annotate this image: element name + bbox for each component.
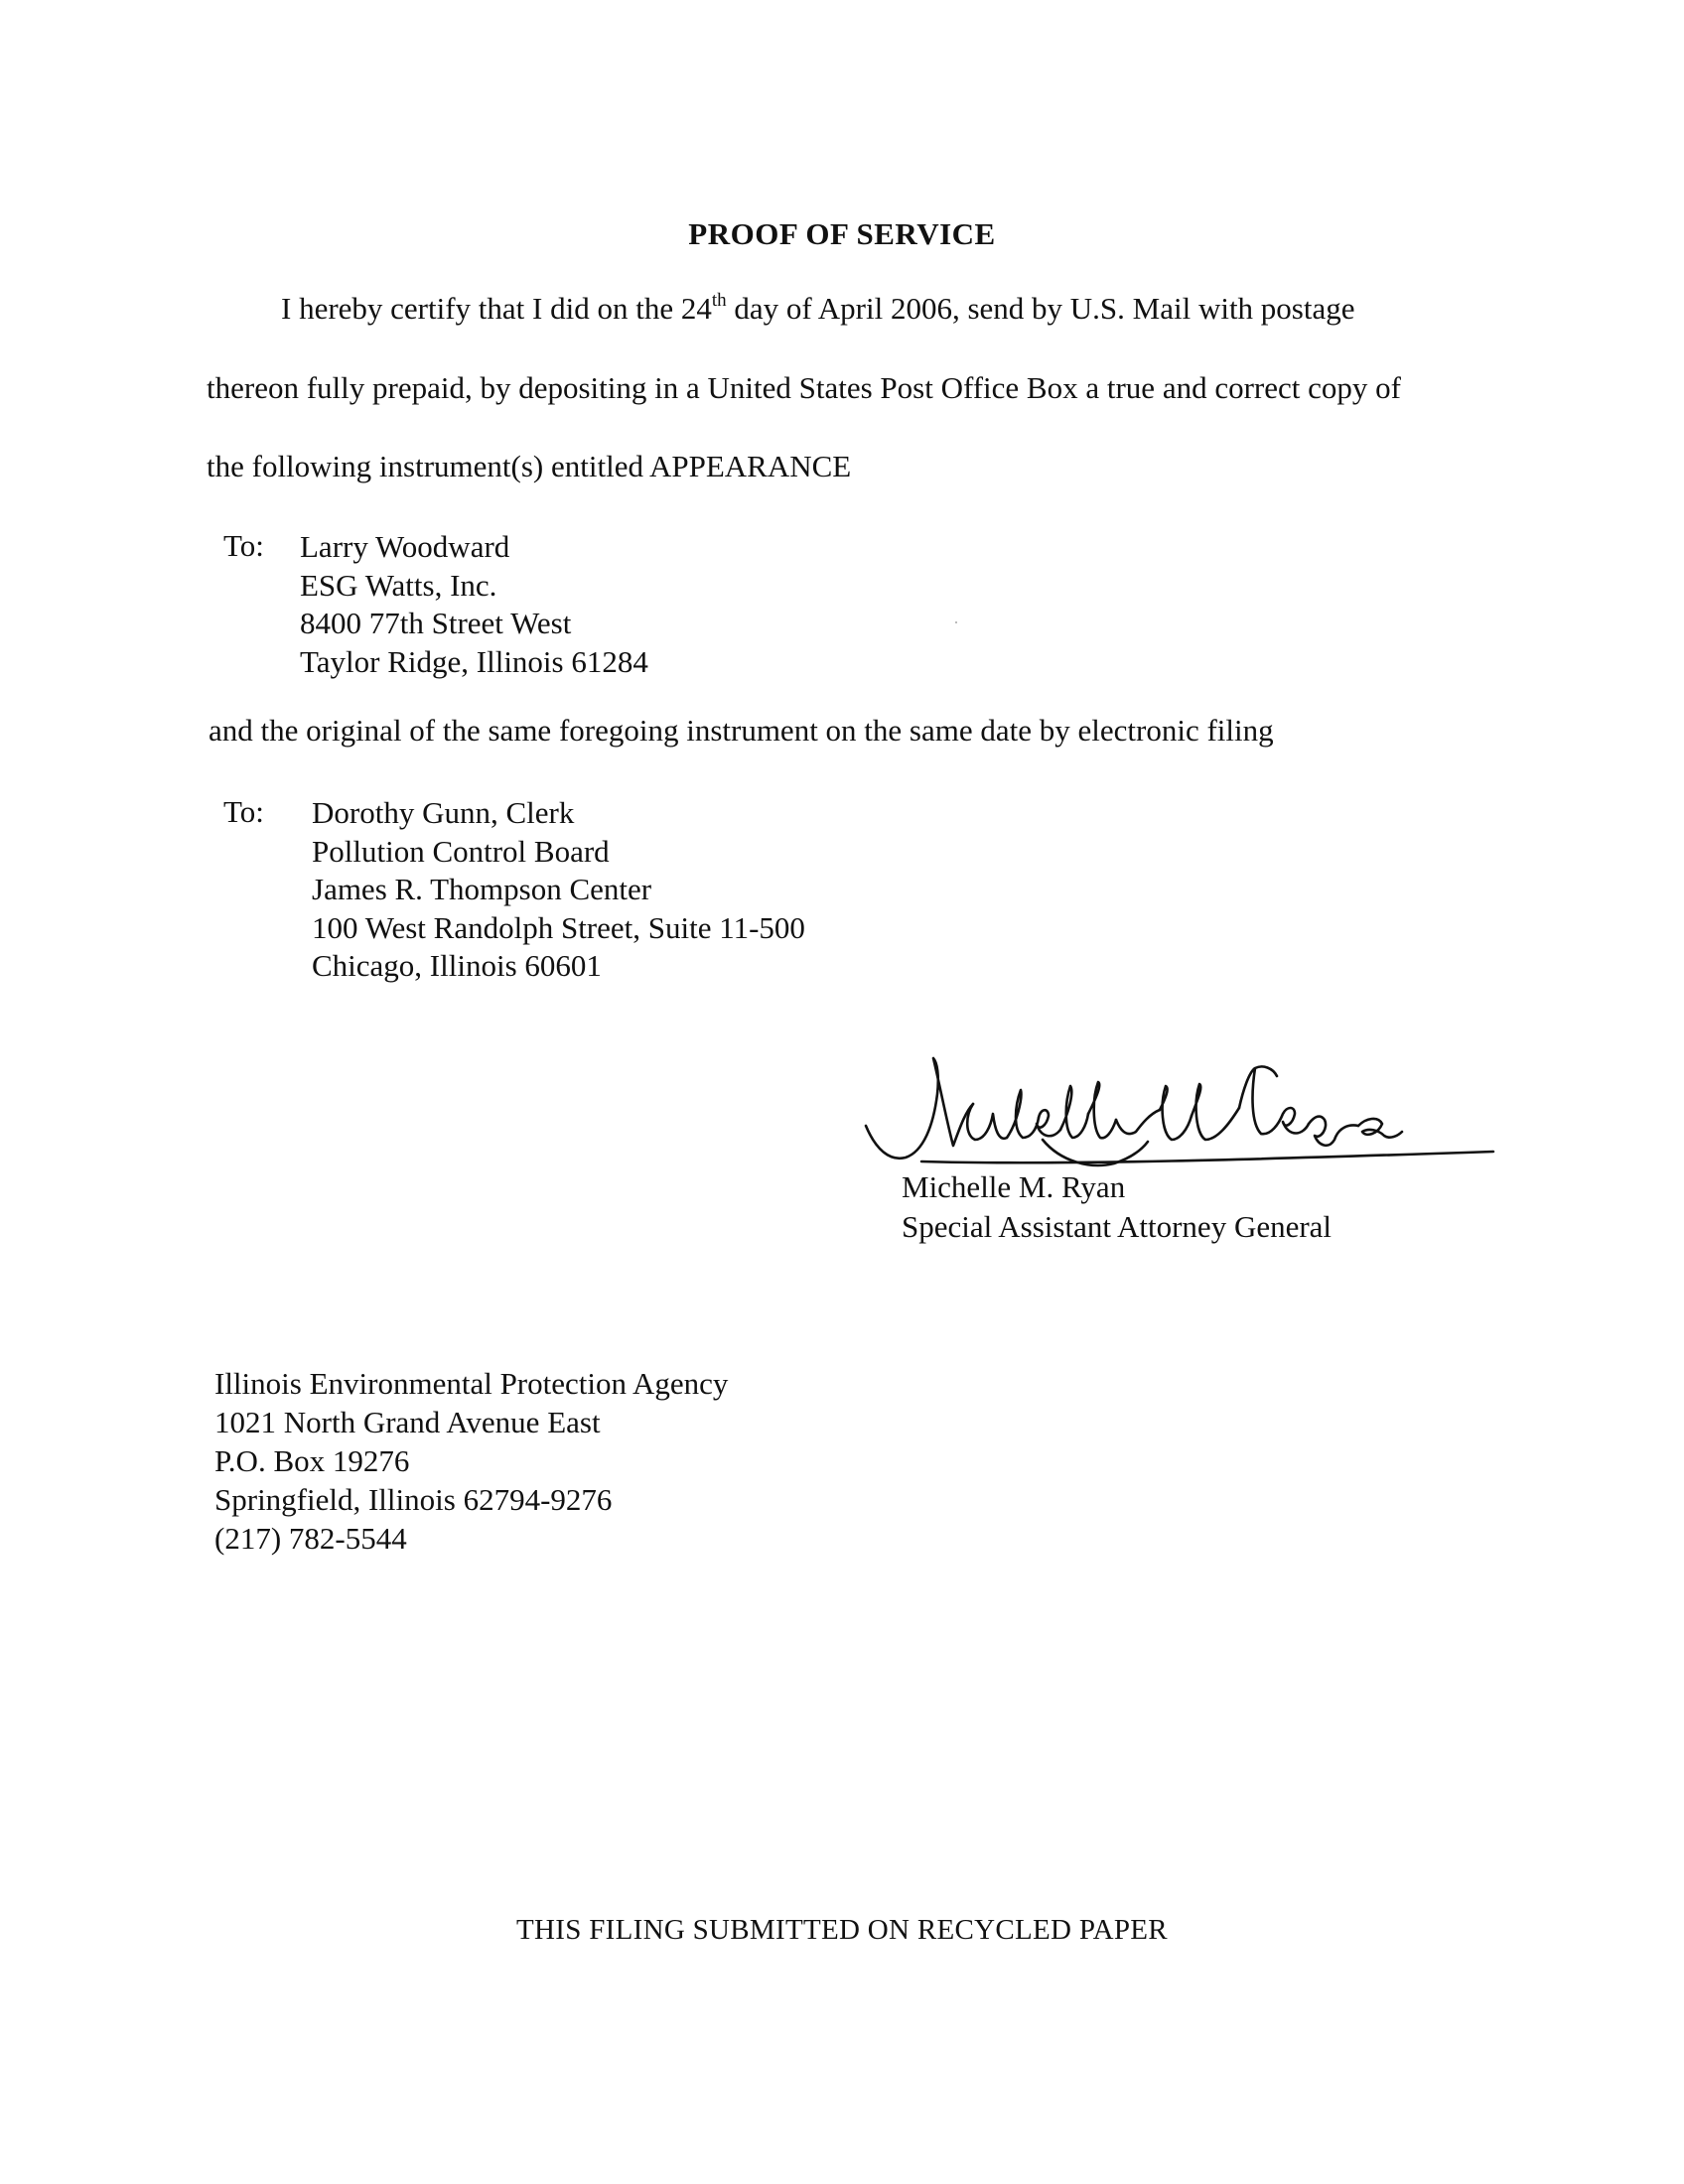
signer-block: [902, 1167, 1332, 1247]
signer-name: Michelle M. Ryan: [902, 1169, 1126, 1204]
agency-address-block: [214, 1364, 728, 1558]
recipient-2-line: Chicago, Illinois 60601: [312, 948, 602, 983]
signer-title: Special Assistant Attorney General: [902, 1209, 1333, 1244]
certification-line-1: [281, 291, 1355, 327]
recipient-1-address: [300, 528, 648, 681]
recipient-1-line: Larry Woodward: [300, 529, 510, 564]
document-title: PROOF OF SERVICE: [688, 216, 996, 251]
recipient-2-address: [312, 794, 805, 986]
recipient-2-line: Dorothy Gunn, Clerk: [312, 795, 575, 830]
certification-text-start: I hereby certify that I did on the 24: [281, 291, 712, 326]
recipient-1-line: ESG Watts, Inc.: [300, 567, 497, 603]
certification-text-end: day of April 2006, send by U.S. Mail with postage: [726, 291, 1355, 326]
agency-line: Illinois Environmental Protection Agency: [214, 1366, 729, 1401]
recipient-1-line: 8400 77th Street West: [300, 606, 572, 640]
agency-line: (217) 782-5544: [214, 1521, 407, 1556]
certification-line-2: thereon fully prepaid, by depositing in a United States Post Office Box a true and correct copy of: [207, 370, 1401, 405]
recipient-2-line: 100 West Randolph Street, Suite 11-500: [312, 909, 805, 945]
footer-note: THIS FILING SUBMITTED ON RECYCLED PAPER: [516, 1914, 1168, 1946]
recipient-2-label: To:: [223, 794, 264, 829]
original-filing-line: and the original of the same foregoing instrument on the same date by electronic filing: [209, 713, 1274, 748]
agency-line: 1021 North Grand Avenue East: [214, 1405, 601, 1439]
certification-line-3: the following instrument(s) entitled APPEARANCE: [207, 449, 852, 483]
ordinal-suffix: th: [711, 289, 727, 311]
agency-line: Springfield, Illinois 62794-9276: [214, 1482, 613, 1517]
agency-line: P.O. Box 19276: [214, 1443, 410, 1478]
recipient-1-line: Taylor Ridge, Illinois 61284: [300, 643, 648, 679]
recipient-2-line: Pollution Control Board: [312, 833, 610, 869]
scan-speck: [955, 621, 957, 623]
recipient-1-label: To:: [223, 528, 264, 563]
recipient-2-line: James R. Thompson Center: [312, 872, 652, 906]
